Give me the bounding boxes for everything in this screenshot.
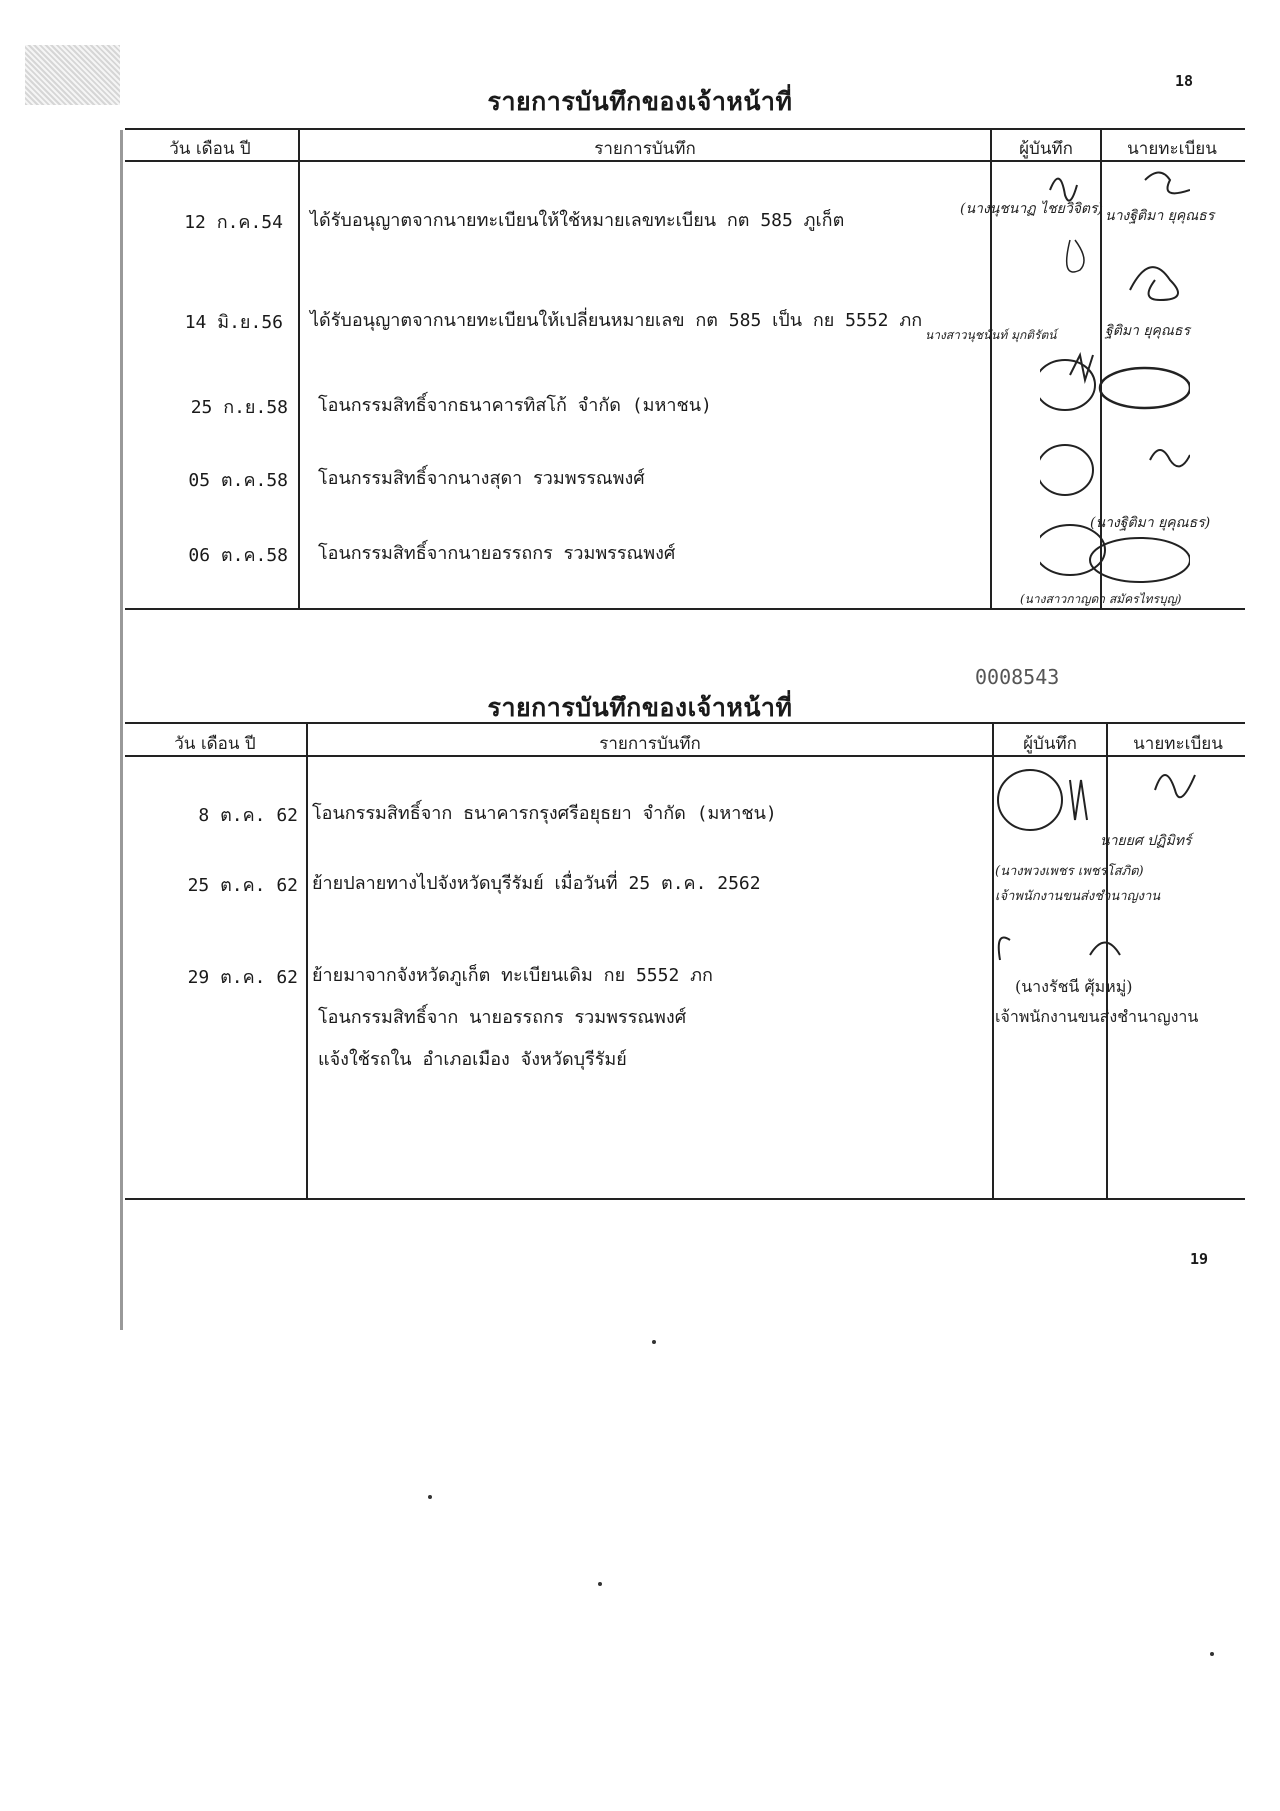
s2-row2-date: 25 ต.ค. 62 xyxy=(187,875,298,896)
scan-speck xyxy=(1210,1652,1214,1656)
s1-header-recorder: ผู้บันทึก xyxy=(1019,139,1073,159)
scan-speck xyxy=(652,1340,656,1344)
s2-row3-line2: โอนกรรมสิทธิ์จาก นายอรรถกร รวมพรรณพงศ์ xyxy=(318,1007,687,1028)
page-number-bottom: 19 xyxy=(1190,1250,1209,1268)
s2-header-entry: รายการบันทึก xyxy=(599,734,701,754)
s1-row4-registrar: (นางฐิติมา ยุคุณธร) xyxy=(1090,515,1211,531)
s2-annotation-4: (นางรัชนี ศุ้มหมู่) xyxy=(1015,977,1133,996)
page-number-top: 18 xyxy=(1175,72,1194,90)
s2-annotation-2: (นางพวงเพชร เพชรโสภิต) xyxy=(995,864,1144,879)
s2-row3-line1: ย้ายมาจากจังหวัดภูเก็ต ทะเบียนเดิม กย 5552 ภก xyxy=(312,965,713,986)
s1-row2-date: 14 มิ.ย.56 xyxy=(184,312,283,333)
s1-row4-date: 05 ต.ค.58 xyxy=(188,470,288,491)
s2-row3-line3: แจ้งใช้รถใน อำเภอเมือง จังหวัดบุรีรัมย์ xyxy=(318,1049,627,1070)
s1-signatures xyxy=(1040,160,1190,610)
s2-row1-date: 8 ต.ค. 62 xyxy=(198,805,298,826)
s2-col-line-1 xyxy=(306,722,308,1198)
s2-header-registrar: นายทะเบียน xyxy=(1133,734,1223,754)
serial-number: 0008543 xyxy=(975,665,1060,689)
s1-row2-text: ได้รับอนุญาตจากนายทะเบียนให้เปลี่ยนหมายเลข กต 585 เป็น กย 5552 ภก xyxy=(310,310,923,331)
scan-speck xyxy=(428,1495,432,1499)
s2-annotation-1: นายยศ ปฏิมิทร์ xyxy=(1100,833,1192,849)
s1-row5-text: โอนกรรมสิทธิ์จากนายอรรถกร รวมพรรณพงศ์ xyxy=(318,543,676,564)
s1-row3-date: 25 ก.ย.58 xyxy=(190,397,288,418)
s2-top-border xyxy=(125,722,1245,724)
s2-row1-text: โอนกรรมสิทธิ์จาก ธนาคารกรุงศรีอยุธยา จำกัด (มหาชน) xyxy=(312,803,777,824)
s1-header-entry: รายการบันทึก xyxy=(594,139,696,159)
s2-header-recorder: ผู้บันทึก xyxy=(1023,734,1077,754)
section-1-title: รายการบันทึกของเจ้าหน้าที่ xyxy=(487,87,793,116)
s1-row1-date: 12 ก.ค.54 xyxy=(184,212,283,233)
s1-col-line-1 xyxy=(298,128,300,608)
s2-annotation-3: เจ้าพนักงานขนส่งชำนาญงาน xyxy=(995,889,1161,904)
s1-top-border xyxy=(125,128,1245,130)
s1-row1-registrar: นางฐิติมา ยุคุณธร xyxy=(1105,208,1215,224)
s1-row1-text: ได้รับอนุญาตจากนายทะเบียนให้ใช้หมายเลขทะเบียน กต 585 ภูเก็ต xyxy=(310,210,845,231)
s1-row3-text: โอนกรรมสิทธิ์จากธนาคารทิสโก้ จำกัด (มหาชน) xyxy=(318,395,712,416)
s1-header-registrar: นายทะเบียน xyxy=(1127,139,1217,159)
binding-margin-line xyxy=(120,130,123,1330)
s2-annotation-5: เจ้าพนักงานขนส่งชำนาญงาน xyxy=(995,1007,1199,1026)
section-2-title: รายการบันทึกของเจ้าหน้าที่ xyxy=(487,693,793,722)
s2-header-date: วัน เดือน ปี xyxy=(174,734,256,754)
s2-row2-text: ย้ายปลายทางไปจังหวัดบุรีรัมย์ เมื่อวันที่ 25 ต.ค. 2562 xyxy=(312,873,761,894)
s2-row3-date: 29 ต.ค. 62 xyxy=(187,967,298,988)
s1-row5-date: 06 ต.ค.58 xyxy=(188,545,288,566)
s1-row5-registrar: (นางสาวกาญดา สมัครไทรบุญ) xyxy=(1020,592,1182,606)
s1-row4-text: โอนกรรมสิทธิ์จากนางสุดา รวมพรรณพงศ์ xyxy=(318,468,645,489)
s2-bottom-border xyxy=(125,1198,1245,1200)
scan-speck xyxy=(598,1582,602,1586)
s1-row1-recorder: (นางนุชนาฏ ไชยวิจิตร) xyxy=(960,201,1103,217)
s2-signatures xyxy=(995,760,1235,980)
s1-row2-registrar: ฐิติมา ยุคุณธร xyxy=(1105,323,1190,339)
s1-header-date: วัน เดือน ปี xyxy=(169,139,251,159)
s2-col-line-2 xyxy=(992,722,994,1198)
s1-row2-recorder: นางสาวนุชนันท์ มุกติรัตน์ xyxy=(925,328,1057,342)
